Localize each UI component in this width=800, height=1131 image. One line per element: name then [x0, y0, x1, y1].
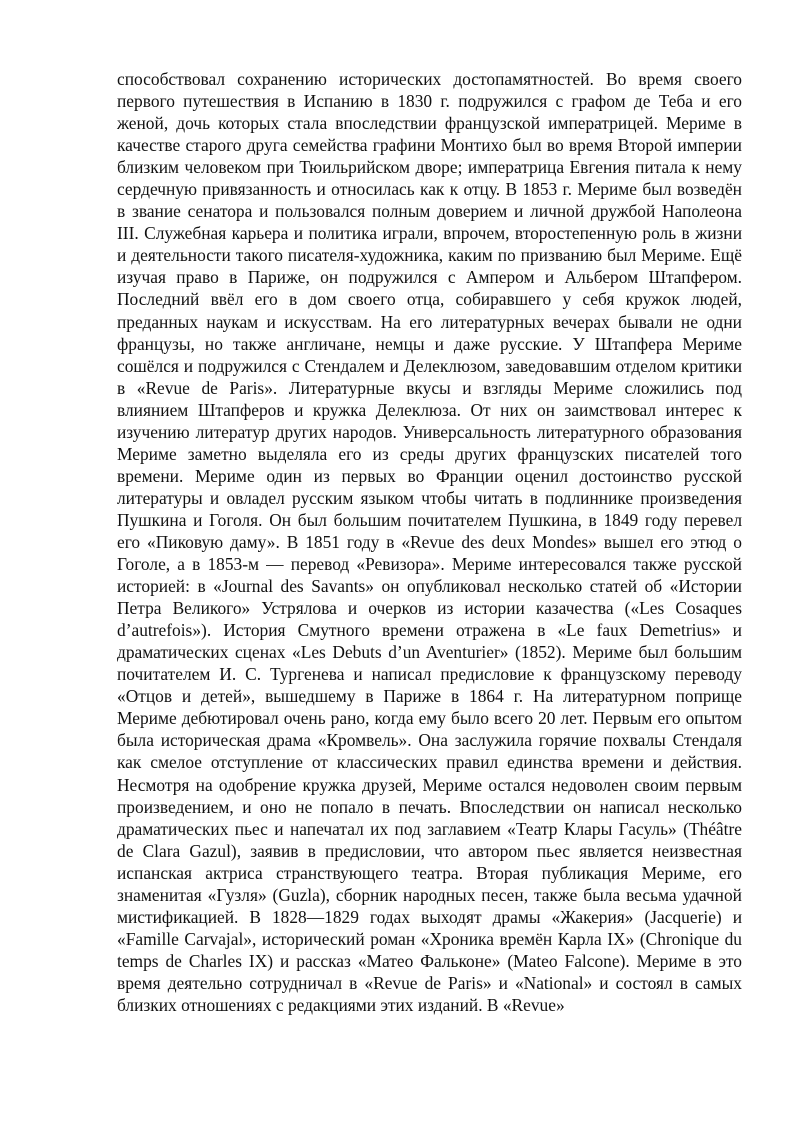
- document-page: [117, 68, 742, 1016]
- body-paragraph: способствовал сохранению исторических достопамятностей. Во время своего первого путешествия в Испанию в 1830 г. подружился с графом де Теба и его женой, дочь которых стала впоследствии французской императрицей. Мериме в качестве старого друга семейства графини Монтихо был во время Второй империи близким человеком при Тюильрийском дворе; императрица Евгения питала к нему сердечную привязанность и относилась как к отцу. В 1853 г. Мериме был возведён в звание сенатора и пользовался полным доверием и личной дружбой Наполеона III. Служебная карьера и политика играли, впрочем, второстепенную роль в жизни и деятельности такого писателя-художника, каким по призванию был Мериме. Ещё изучая право в Париже, он подружился с Ампером и Альбером Штапфером. Последний ввёл его в дом своего отца, собиравшего у себя кружок людей, преданных наукам и искусствам. На его литературных вечерах бывали не одни французы, но также англичане, немцы и даже русские. У Штапфера Мериме сошёлся и подружился с Стендалем и Делеклюзом, заведовавшим отделом критики в «Revue de Paris». Литературные вкусы и взгляды Мериме сложились под влиянием Штапферов и кружка Делеклюза. От них он заимствовал интерес к изучению литератур других народов. Универсальность литературного образования Мериме заметно выделяла его из среды других французских писателей того времени. Мериме один из первых во Франции оценил достоинство русской литературы и овладел русским языком чтобы читать в подлиннике произведения Пушкина и Гоголя. Он был большим почитателем Пушкина, в 1849 году перевел его «Пиковую даму». В 1851 году в «Revue des deux Mondes» вышел его этюд о Гоголе, а в 1853-м — перевод «Ревизора». Мериме интересовался также русской историей: в «Journal des Savants» он опубликовал несколько статей об «Истории Петра Великого» Устрялова и очерков из истории казачества («Les Cosaques d’autrefois»). История Смутного времени отражена в «Le faux Demetrius» и драматических сценах «Les Debuts d’un Aventurier» (1852). Мериме был большим почитателем И. С. Тургенева и написал предисловие к французскому переводу «Отцов и детей», вышедшему в Париже в 1864 г. На литературном поприще Мериме дебютировал очень рано, когда ему было всего 20 лет. Первым его опытом была историческая драма «Кромвель». Она заслужила горячие похвалы Стендаля как смелое отступление от классических правил единства времени и действия. Несмотря на одобрение кружка друзей, Мериме остался недоволен своим первым произведением, и оно не попало в печать. Впоследствии он написал несколько драматических пьес и напечатал их под заглавием «Театр Клары Гасуль» (Théâtre de Clara Gazul), заявив в предисловии, что автором пьес является неизвестная испанская актриса странствующего театра. Вторая публикация Мериме, его знаменитая «Гузля» (Guzla), сборник народных песен, также была весьма удачной мистификацией. В 1828—1829 годах выходят драмы «Жакерия» (Jacquerie) и «Famille Carvajal», исторический роман «Хроника времён Карла IX» (Chronique du temps de Charles IX) и рассказ «Матео Фальконе» (Mateo Falcone). Мериме в это время деятельно сотрудничал в «Revue de Paris» и «National» и состоял в самых близких отношениях с редакциями этих изданий. В «Revue»: [117, 69, 742, 1015]
